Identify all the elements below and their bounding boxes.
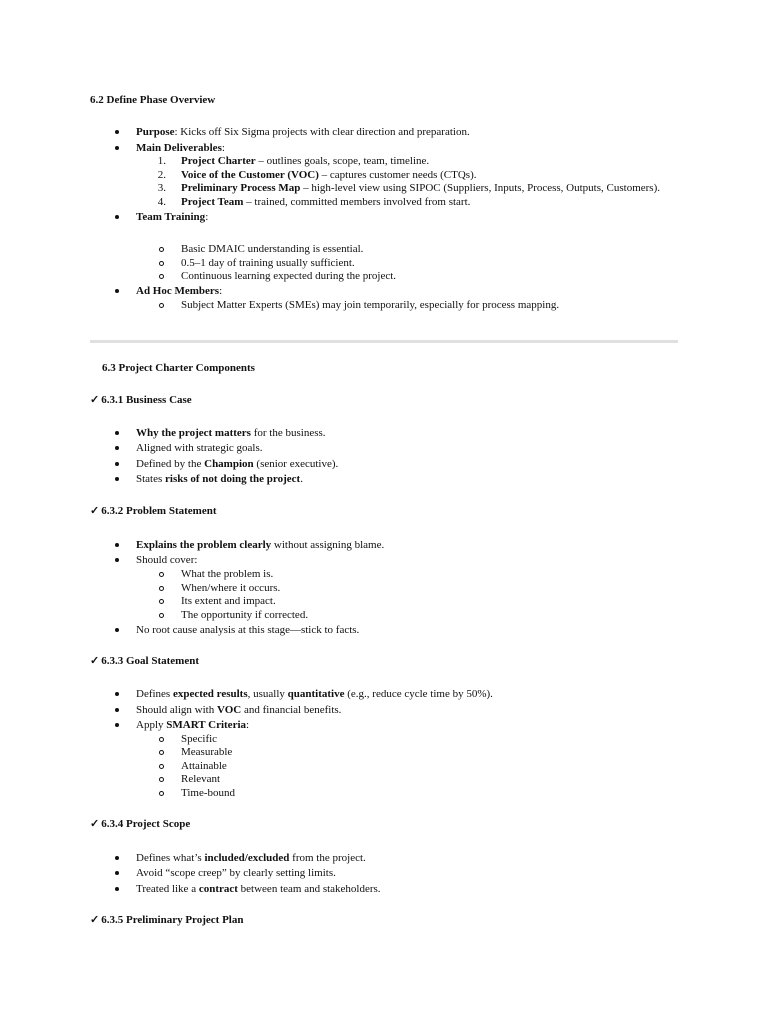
- check-icon: ✓: [90, 505, 100, 517]
- list-item: Why the project matters for the business.: [136, 427, 326, 439]
- deliverable-item: Project Team – trained, committed members involved from start.: [181, 196, 471, 208]
- sub-bullet: [159, 247, 164, 252]
- sub-list-item: The opportunity if corrected.: [181, 609, 309, 621]
- sub-list-item: Attainable: [181, 760, 227, 772]
- subsection-6-3-4-title: ✓ 6.3.4 Project Scope: [90, 818, 191, 830]
- sub-bullet: [159, 261, 164, 266]
- subsection-6-3-2-title: ✓ 6.3.2 Problem Statement: [90, 505, 217, 517]
- sub-list-item: Its extent and impact.: [181, 595, 276, 607]
- sub-bullet: [159, 274, 164, 279]
- list-item: Apply SMART Criteria:: [136, 719, 250, 731]
- bullet: [115, 887, 119, 891]
- bullet: [115, 146, 119, 150]
- section-6-3-title: 6.3 Project Charter Components: [102, 362, 255, 374]
- bullet: [115, 477, 119, 481]
- list-item: Defines what’s included/excluded from the project.: [136, 852, 366, 864]
- list-item: Should align with VOC and financial benefits.: [136, 704, 342, 716]
- check-icon: ✓: [90, 914, 100, 926]
- training-item: Continuous learning expected during the project.: [181, 270, 397, 282]
- sub-bullet: [159, 586, 164, 591]
- bullet: [115, 446, 119, 450]
- check-icon: ✓: [90, 655, 100, 667]
- training-line: Team Training:: [136, 211, 209, 223]
- adhoc-item: Subject Matter Experts (SMEs) may join temporarily, especially for process mapping.: [181, 299, 560, 311]
- bullet: [115, 462, 119, 466]
- adhoc-line: Ad Hoc Members:: [136, 285, 223, 297]
- list-item: Treated like a contract between team and stakeholders.: [136, 883, 381, 895]
- subsection-6-3-5-title: ✓ 6.3.5 Preliminary Project Plan: [90, 914, 244, 926]
- sub-list-item: When/where it occurs.: [181, 582, 281, 594]
- section-6-2-title: 6.2 Define Phase Overview: [90, 94, 216, 106]
- list-item: No root cause analysis at this stage—stick to facts.: [136, 624, 360, 636]
- sub-bullet: [159, 613, 164, 618]
- check-icon: ✓: [90, 394, 100, 406]
- sub-bullet: [159, 750, 164, 755]
- list-item: States risks of not doing the project.: [136, 473, 303, 485]
- bullet: [115, 708, 119, 712]
- list-number: 1.: [157, 155, 166, 167]
- sub-list-item: Specific: [181, 733, 218, 745]
- training-item: 0.5–1 day of training usually sufficient.: [181, 257, 355, 269]
- bullet: [115, 723, 119, 727]
- sub-bullet: [159, 777, 164, 782]
- subsection-6-3-3-title: ✓ 6.3.3 Goal Statement: [90, 655, 199, 667]
- section-divider: [90, 340, 678, 343]
- sub-list-item: Measurable: [181, 746, 233, 758]
- purpose-line: Purpose: Kicks off Six Sigma projects with clear direction and preparation.: [136, 126, 470, 138]
- list-item: Defined by the Champion (senior executive).: [136, 458, 339, 470]
- list-item: Explains the problem clearly without assigning blame.: [136, 539, 385, 551]
- sub-list-item: Relevant: [181, 773, 221, 785]
- list-item: Aligned with strategic goals.: [136, 442, 263, 454]
- sub-bullet: [159, 737, 164, 742]
- bullet: [115, 692, 119, 696]
- sub-bullet: [159, 599, 164, 604]
- sub-list-item: What the problem is.: [181, 568, 274, 580]
- sub-bullet: [159, 303, 164, 308]
- list-number: 3.: [157, 182, 166, 194]
- bullet: [115, 215, 119, 219]
- list-number: 2.: [157, 169, 166, 181]
- deliverable-item: Preliminary Process Map – high-level view using SIPOC (Suppliers, Inputs, Process, Outputs, Customers).: [181, 182, 660, 194]
- training-item: Basic DMAIC understanding is essential.: [181, 243, 364, 255]
- list-item: Defines expected results, usually quantitative (e.g., reduce cycle time by 50%).: [136, 688, 493, 700]
- deliverables-line: Main Deliverables:: [136, 142, 225, 154]
- subsection-6-3-1-title: ✓ 6.3.1 Business Case: [90, 394, 192, 406]
- bullet: [115, 558, 119, 562]
- bullet: [115, 856, 119, 860]
- sub-bullet: [159, 791, 164, 796]
- sub-bullet: [159, 572, 164, 577]
- deliverable-item: Project Charter – outlines goals, scope, team, timeline.: [181, 155, 430, 167]
- list-number: 4.: [157, 196, 166, 208]
- deliverable-item: Voice of the Customer (VOC) – captures customer needs (CTQs).: [181, 169, 477, 181]
- check-icon: ✓: [90, 818, 100, 830]
- bullet: [115, 289, 119, 293]
- sub-list-item: Time-bound: [181, 787, 235, 799]
- bullet: [115, 628, 119, 632]
- list-item: Avoid “scope creep” by clearly setting limits.: [136, 867, 336, 879]
- bullet: [115, 130, 119, 134]
- list-item: Should cover:: [136, 554, 198, 566]
- bullet: [115, 871, 119, 875]
- bullet: [115, 543, 119, 547]
- sub-bullet: [159, 764, 164, 769]
- bullet: [115, 431, 119, 435]
